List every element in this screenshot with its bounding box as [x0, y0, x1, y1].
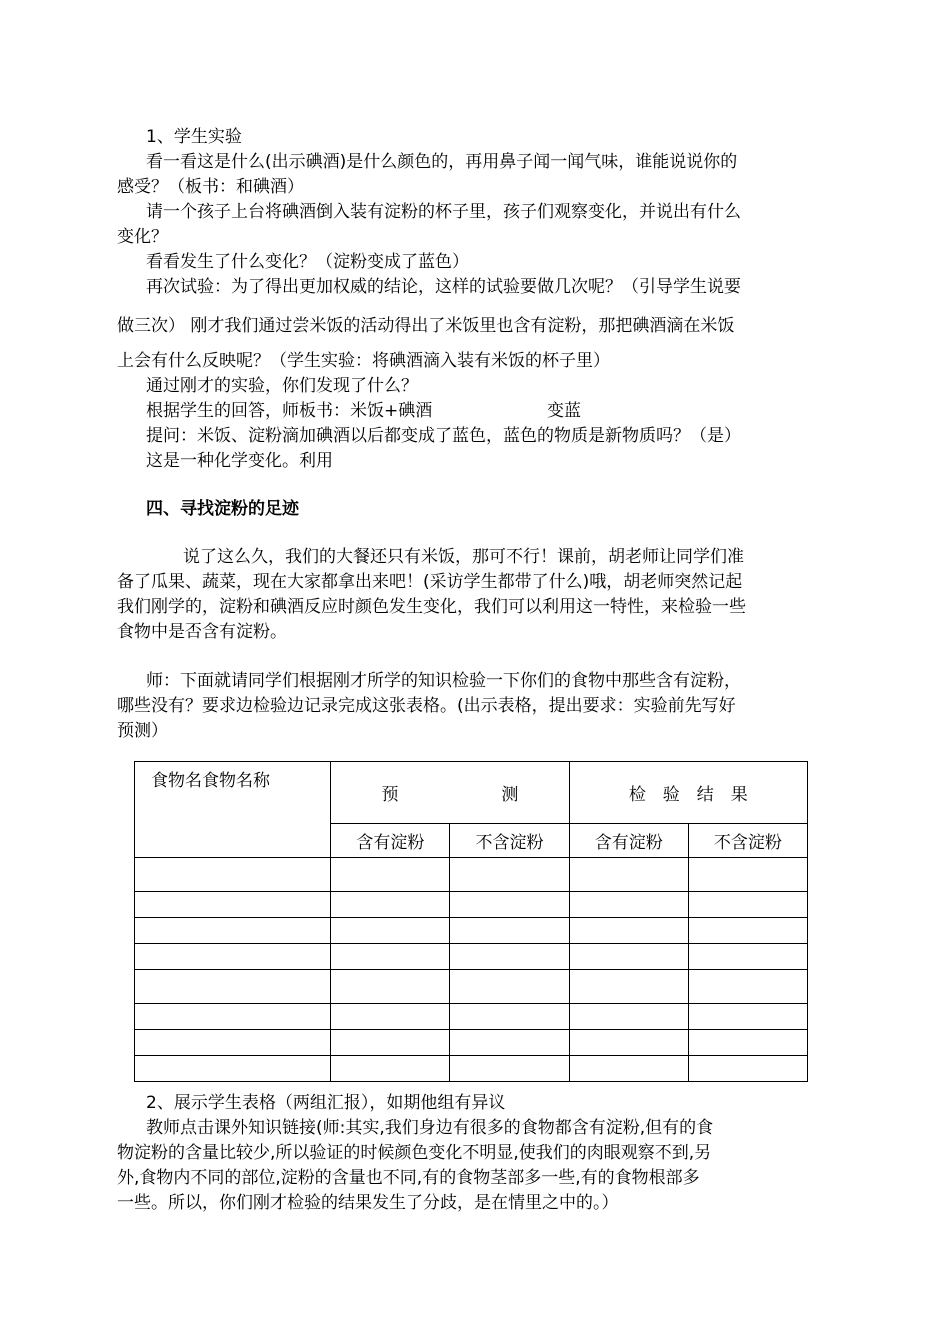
table-row — [135, 1004, 808, 1030]
table-cell[interactable] — [450, 892, 569, 918]
table-cell[interactable] — [450, 1056, 569, 1082]
table-cell[interactable] — [688, 1004, 807, 1030]
table-cell[interactable] — [135, 1030, 331, 1056]
table-row — [135, 1056, 808, 1082]
table-cell[interactable] — [450, 918, 569, 944]
table-cell[interactable] — [135, 944, 331, 970]
paragraph-line: 感受？（板书：和碘酒） — [117, 177, 304, 197]
table-cell[interactable] — [331, 892, 450, 918]
table-cell[interactable] — [331, 944, 450, 970]
paragraph-line: 这是一种化学变化。利用 — [146, 451, 333, 471]
food-starch-table — [134, 761, 808, 1082]
table-cell[interactable] — [569, 970, 688, 1004]
board-result: 变蓝 — [547, 401, 581, 421]
table-cell[interactable] — [569, 1004, 688, 1030]
paragraph-line: 外,食物内不同的部位,淀粉的含量也不同,有的食物茎部多一些,有的食物根部多 — [117, 1168, 700, 1188]
table-cell[interactable] — [135, 858, 331, 892]
paragraph-line: 食物中是否含有淀粉。 — [117, 622, 287, 642]
sub-header: 不含淀粉 — [688, 824, 807, 858]
table-cell[interactable] — [688, 892, 807, 918]
paragraph-line: 看一看这是什么(出示碘酒)是什么颜色的，再用鼻子闻一闻气味，谁能说说你的 — [146, 152, 738, 172]
paragraph-line: 上会有什么反映呢？（学生实验：将碘酒滴入装有米饭的杯子里） — [117, 351, 610, 371]
section2-heading: 2、展示学生表格（两组汇报），如期他组有异议 — [146, 1093, 506, 1113]
table-row — [135, 918, 808, 944]
table-cell[interactable] — [688, 1056, 807, 1082]
table-cell[interactable] — [135, 892, 331, 918]
sub-header: 不含淀粉 — [450, 824, 569, 858]
food-name-header: 食物名食物名称 — [135, 762, 331, 858]
table-cell[interactable] — [569, 918, 688, 944]
table-cell[interactable] — [688, 918, 807, 944]
paragraph-line: 教师点击课外知识链接(师:其实,我们身边有很多的食物都含有淀粉,但有的食 — [146, 1118, 714, 1138]
table-cell[interactable] — [331, 1056, 450, 1082]
paragraph-line: 做三次） 刚才我们通过尝米饭的活动得出了米饭里也含有淀粉，那把碘酒滴在米饭 — [117, 316, 735, 336]
paragraph-line: 物淀粉的含量比较少,所以验证的时候颜色变化不明显,使我们的肉眼观察不到,另 — [117, 1143, 712, 1163]
section1-heading: 1、学生实验 — [146, 127, 242, 147]
table-cell[interactable] — [569, 1056, 688, 1082]
paragraph-line: 请一个孩子上台将碘酒倒入装有淀粉的杯子里，孩子们观察变化，并说出有什么 — [146, 202, 741, 222]
table-cell[interactable] — [135, 970, 331, 1004]
table-cell[interactable] — [569, 858, 688, 892]
table-cell[interactable] — [450, 970, 569, 1004]
paragraph-line: 通过刚才的实验，你们发现了什么？ — [146, 376, 418, 396]
sub-header: 含有淀粉 — [569, 824, 688, 858]
table-row — [135, 1030, 808, 1056]
table-cell[interactable] — [569, 1030, 688, 1056]
paragraph-line: 预测） — [117, 721, 168, 741]
paragraph-line: 哪些没有？要求边检验边记录完成这张表格。(出示表格，提出要求：实验前先写好 — [117, 696, 736, 716]
table-cell[interactable] — [135, 1004, 331, 1030]
table-cell[interactable] — [450, 1004, 569, 1030]
prediction-header-a: 预 — [381, 785, 399, 805]
paragraph-line: 备了瓜果、蔬菜，现在大家都拿出来吧！(采访学生都带了什么)哦，胡老师突然记起 — [117, 572, 743, 592]
table-cell[interactable] — [688, 970, 807, 1004]
table-row — [135, 858, 808, 892]
paragraph-line: 提问：米饭、淀粉滴加碘酒以后都变成了蓝色，蓝色的物质是新物质吗？（是） — [146, 426, 741, 446]
table-cell[interactable] — [688, 1030, 807, 1056]
paragraph-line: 师：下面就请同学们根据刚才所学的知识检验一下你们的食物中那些含有淀粉， — [146, 671, 741, 691]
paragraph-line: 再次试验：为了得出更加权威的结论，这样的试验要做几次呢？（引导学生说要 — [146, 277, 741, 297]
table-cell[interactable] — [135, 918, 331, 944]
result-header: 检 验 结 果 — [569, 762, 807, 824]
table-cell[interactable] — [331, 1030, 450, 1056]
table-cell[interactable] — [569, 944, 688, 970]
paragraph-line: 一些。所以，你们刚才检验的结果发生了分歧，是在情里之中的。） — [117, 1193, 619, 1213]
paragraph-line: 根据学生的回答，师板书：米饭+碘酒 — [146, 401, 433, 421]
table-cell[interactable] — [331, 858, 450, 892]
table-cell[interactable] — [331, 970, 450, 1004]
table-cell[interactable] — [688, 944, 807, 970]
table-cell[interactable] — [450, 944, 569, 970]
table-cell[interactable] — [569, 892, 688, 918]
table-cell[interactable] — [331, 1004, 450, 1030]
paragraph-line: 我们刚学的，淀粉和碘酒反应时颜色发生变化，我们可以利用这一特性，来检验一些 — [117, 597, 746, 617]
table-cell[interactable] — [450, 858, 569, 892]
table-row — [135, 892, 808, 918]
prediction-header-b: 测 — [501, 785, 519, 805]
table-row — [135, 970, 808, 1004]
section4-heading: 四、寻找淀粉的足迹 — [146, 499, 299, 519]
table-cell[interactable] — [688, 858, 807, 892]
table-cell[interactable] — [331, 918, 450, 944]
prediction-header — [331, 762, 569, 824]
table-cell[interactable] — [450, 1030, 569, 1056]
paragraph-line: 说了这么久，我们的大餐还只有米饭，那可不行！课前，胡老师让同学们准 — [183, 547, 744, 567]
table-cell[interactable] — [135, 1056, 331, 1082]
table-row — [135, 944, 808, 970]
paragraph-line: 变化？ — [117, 227, 168, 247]
sub-header: 含有淀粉 — [331, 824, 450, 858]
paragraph-line: 看看发生了什么变化？（淀粉变成了蓝色） — [146, 252, 469, 272]
